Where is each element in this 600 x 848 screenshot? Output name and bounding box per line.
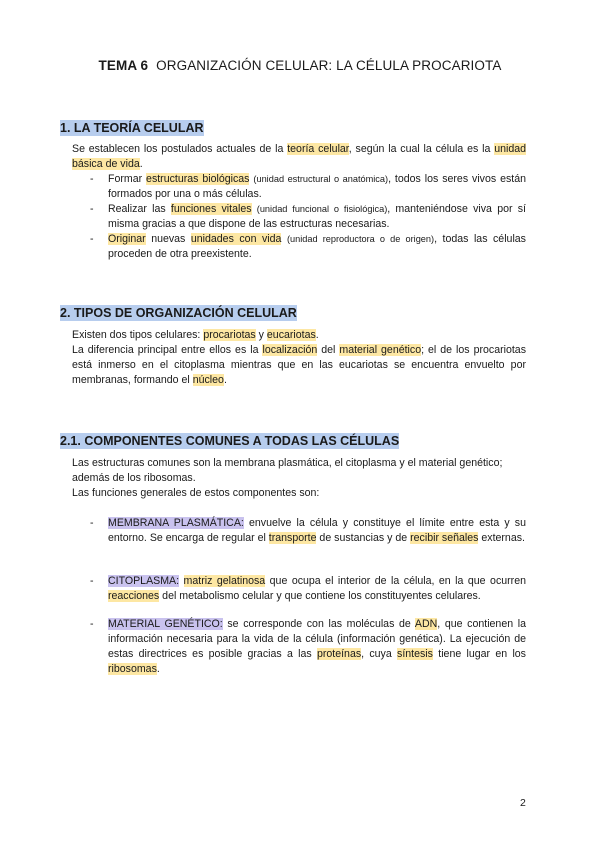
section-2-1-p1: Las estructuras comunes son la membrana plasmática, el citoplasma y el material genético; además de los ribosomas. — [72, 457, 503, 484]
text-run: . — [315, 329, 319, 341]
highlight-adn: ADN — [414, 618, 438, 630]
highlight-sintesis: síntesis — [397, 648, 433, 660]
text-run: tiene lugar en los — [432, 648, 526, 660]
text-run: que ocupa el interior de la célula, en la que ocurren — [265, 575, 526, 587]
highlight-matriz-gelatinosa: matriz gelatinosa — [183, 575, 266, 587]
section-1-bullets — [72, 172, 526, 262]
text-run: . — [139, 158, 143, 170]
highlight-transporte: transporte — [268, 532, 317, 544]
section-1-intro — [72, 142, 526, 172]
section-2-p2 — [72, 343, 526, 388]
text-run: nuevas — [145, 233, 191, 245]
text-run: Existen dos tipos celulares: — [72, 329, 204, 341]
highlight-recibir-senales: recibir señales — [410, 532, 479, 544]
section-2-1-p2: Las funciones generales de estos componentes son: — [72, 487, 320, 499]
highlight-originar: Originar — [108, 233, 146, 245]
text-run: , todas las células proceden de otra preexistente. — [108, 233, 526, 260]
page-number: 2 — [520, 797, 526, 809]
text-run: y — [255, 329, 267, 341]
highlight-localizacion: localización — [262, 344, 318, 356]
text-run: , según la cual la célula es la — [348, 143, 495, 155]
note-text: (unidad reproductora o de origen) — [286, 234, 435, 244]
components-list — [72, 516, 526, 546]
section-2-p1 — [72, 328, 526, 343]
text-run: . — [156, 663, 160, 675]
section-heading-1: 1. LA TEORÍA CELULAR — [60, 121, 204, 135]
label-membrana-plasmatica: MEMBRANA PLASMÁTICA: — [108, 517, 244, 529]
highlight-nucleo: núcleo — [192, 374, 224, 386]
highlight-procariotas: procariotas — [203, 329, 256, 341]
components-list-2 — [72, 574, 526, 604]
highlight-estructuras: estructuras biológicas — [146, 173, 250, 185]
list-item-material-genetico — [72, 617, 526, 677]
text-run: se corresponde con las moléculas de — [222, 618, 415, 630]
note-text: (unidad estructural o anatómica) — [253, 174, 389, 184]
text-run: La diferencia principal entre ellos es la — [72, 344, 263, 356]
highlight-material-genetico: material genético — [339, 344, 422, 356]
list-item-citoplasma — [72, 574, 526, 604]
text-run: de sustancias y de — [316, 532, 411, 544]
text-run: del metabolismo celular y que contiene los constituyentes celulares. — [159, 590, 481, 602]
list-item — [72, 232, 526, 262]
note-text: (unidad funcional o fisiológica) — [256, 204, 388, 214]
label-material-genetico: MATERIAL GENÉTICO: — [108, 618, 223, 630]
highlight-teoria-celular: teoría celular — [287, 143, 349, 155]
text-run: Formar — [108, 173, 147, 185]
list-item — [72, 202, 526, 232]
topic-number: TEMA 6 — [98, 58, 149, 73]
highlight-funciones-vitales: funciones vitales — [170, 203, 252, 215]
text-run: envuelve la célula y constituye el límite entre esta y su entorno. Se encarga de regular el — [108, 517, 526, 544]
highlight-ribosomas: ribosomas — [108, 663, 157, 675]
highlight-eucariotas: eucariotas — [266, 329, 316, 341]
text-run: Realizar las — [108, 203, 171, 215]
label-citoplasma: CITOPLASMA: — [108, 575, 180, 587]
topic-title: ORGANIZACIÓN CELULAR: LA CÉLULA PROCARIOTA — [156, 58, 502, 73]
list-item-membrana — [72, 516, 526, 546]
text-run: , que contienen la información necesaria para la vida de la célula (información genética). La ejecución de estas directrices es posible gracias a las — [108, 618, 527, 660]
text-run: . — [223, 374, 227, 386]
text-run: , todos los seres vivos están formados por una o más células. — [108, 173, 526, 200]
section-heading-2: 2. TIPOS DE ORGANIZACIÓN CELULAR — [60, 306, 297, 320]
highlight-unidades-vida: unidades con vida — [190, 233, 282, 245]
text-run: ; el de los procariotas está inmerso en el citoplasma mientras que en las eucariotas se encuentra envuelto por membranas, formando el — [72, 344, 526, 386]
highlight-unidad-basica: unidad básica de vida — [72, 143, 526, 170]
highlight-proteinas: proteínas — [316, 648, 362, 660]
section-heading-2-1: 2.1. COMPONENTES COMUNES A TODAS LAS CÉLULAS — [60, 434, 400, 448]
list-item — [72, 172, 526, 202]
text-run: , manteniéndose viva por sí misma gracias a que dispone de las estructuras necesarias. — [108, 203, 526, 230]
text-run: externas. — [478, 532, 525, 544]
text-run: del — [317, 344, 340, 356]
document-title — [0, 58, 600, 73]
components-list-3 — [72, 617, 526, 677]
text-run: , cuya — [361, 648, 398, 660]
highlight-reacciones: reacciones — [108, 590, 160, 602]
text-run: Se establecen los postulados actuales de la — [72, 143, 288, 155]
text-run — [179, 575, 184, 587]
